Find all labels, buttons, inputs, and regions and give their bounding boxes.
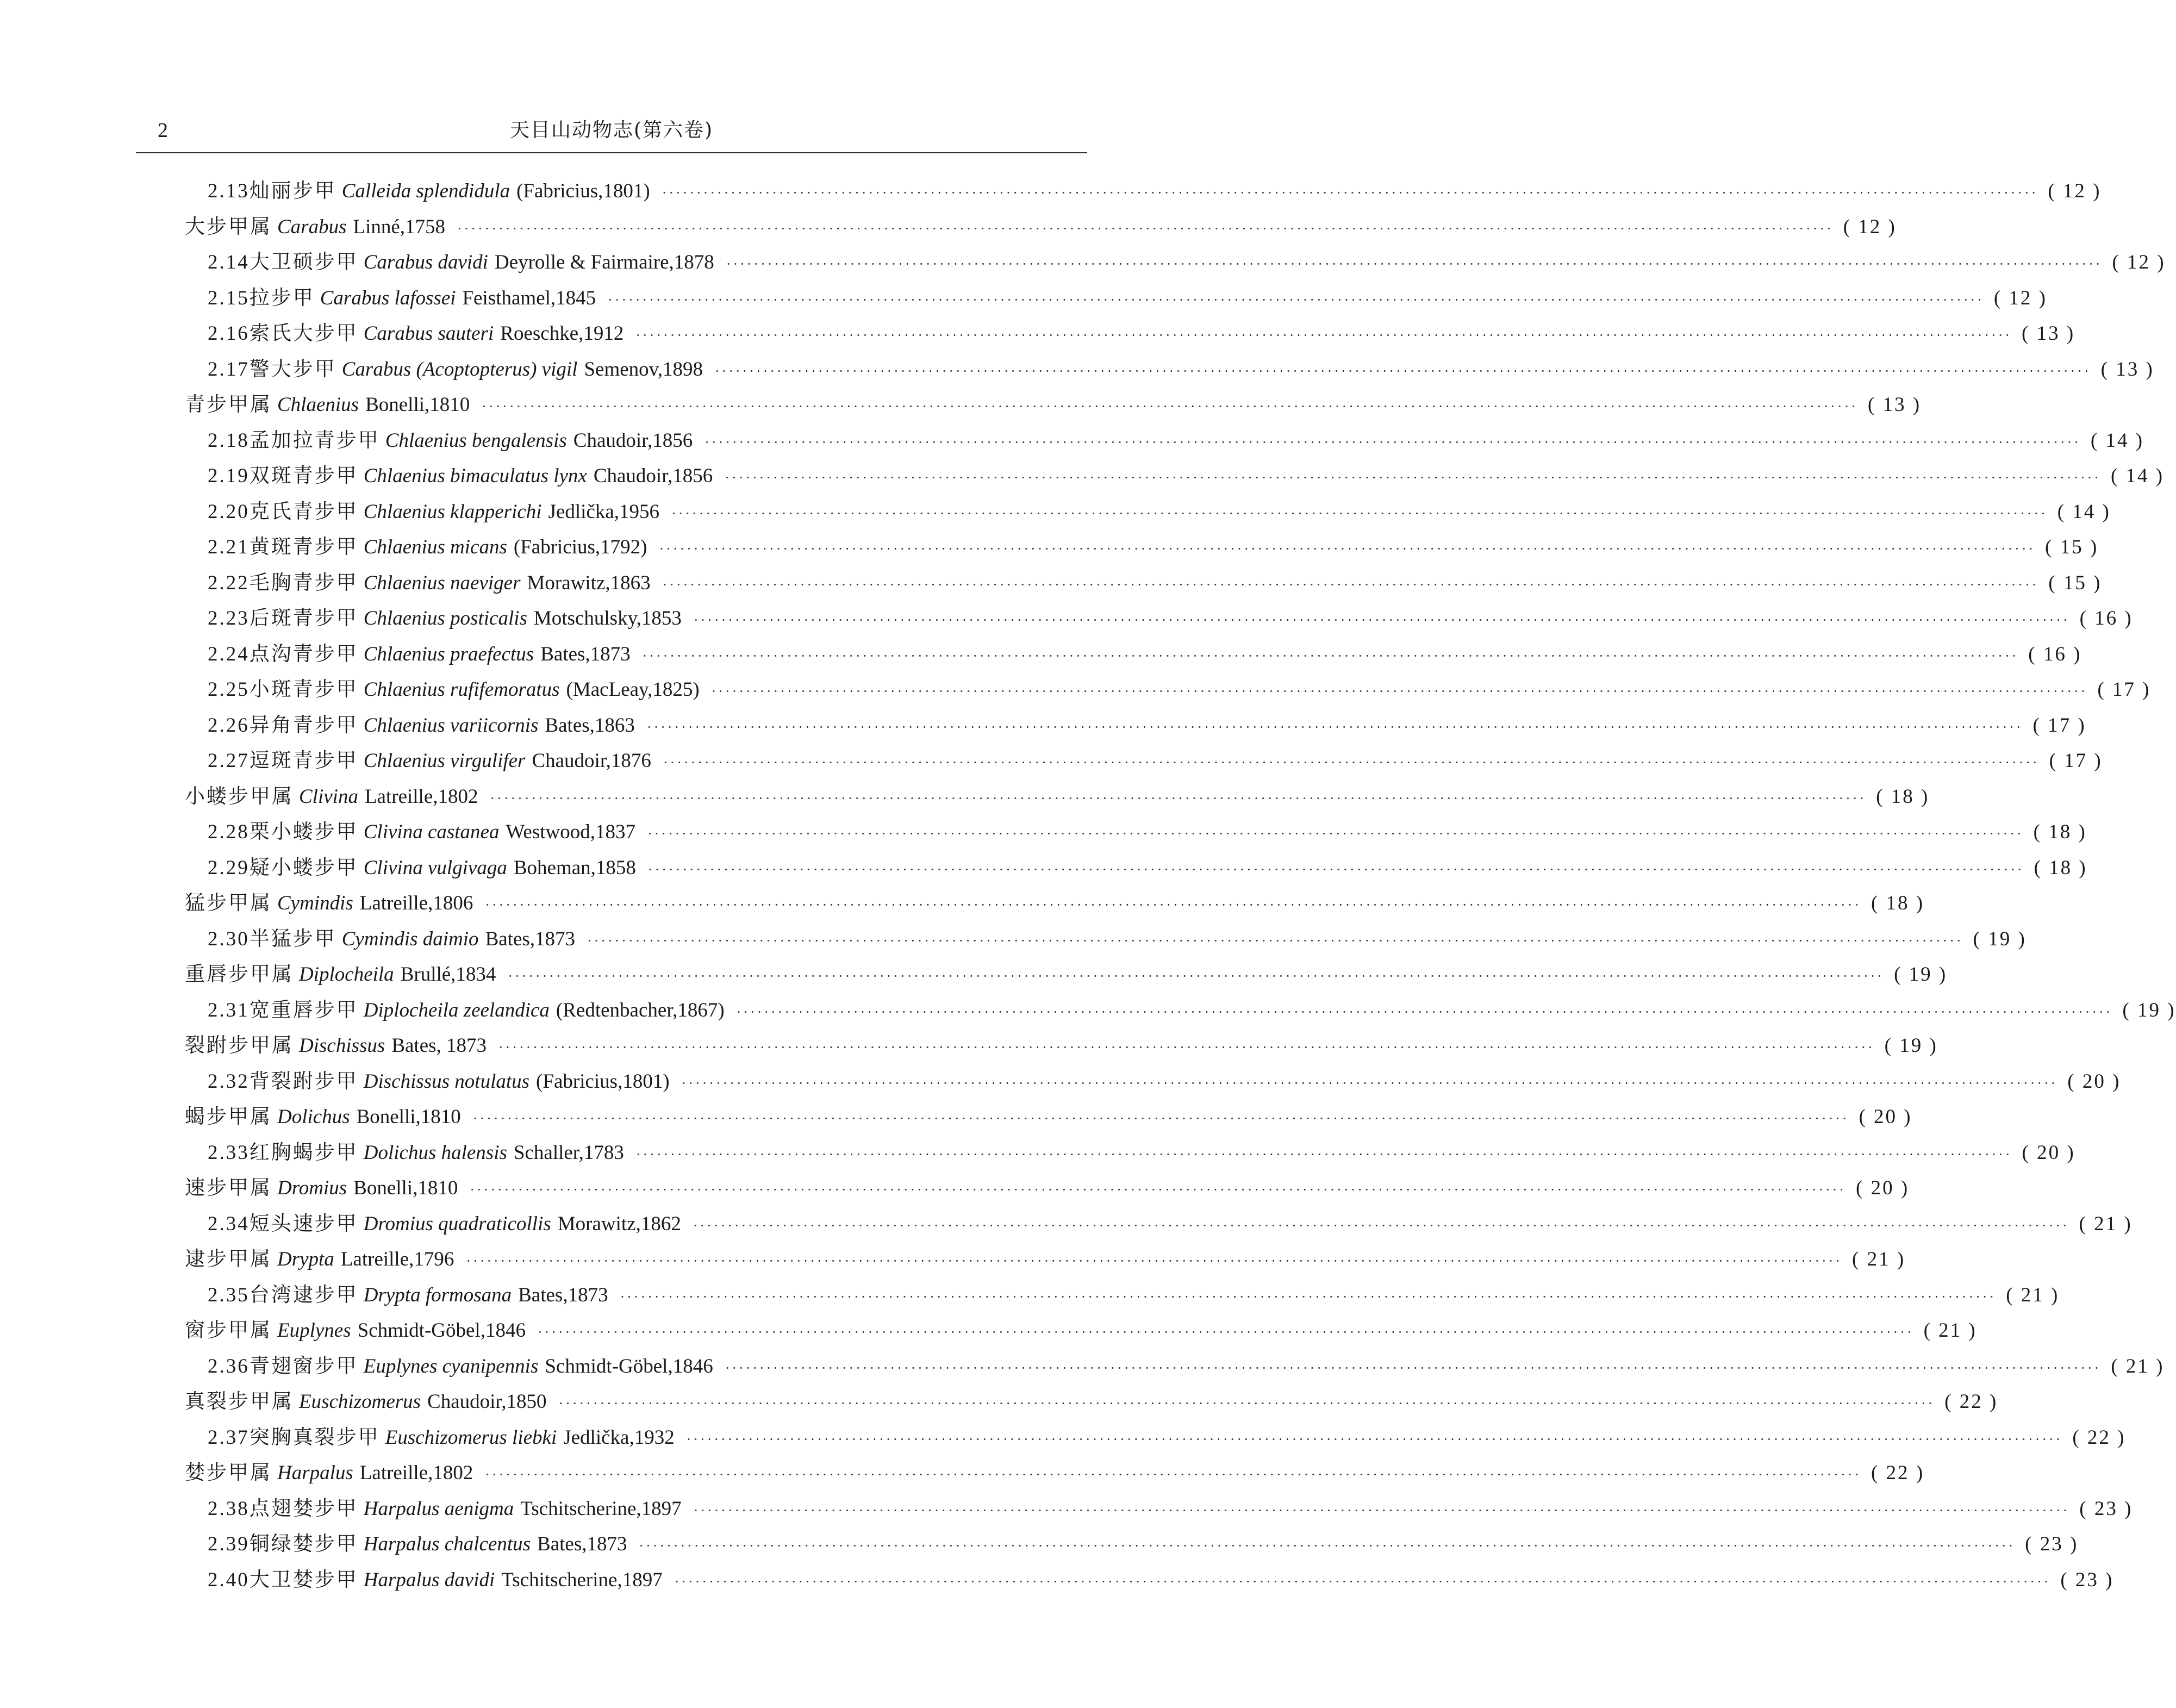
toc-genus-entry[interactable] [185, 1383, 1998, 1419]
entry-number: 2.36 [208, 1355, 250, 1377]
entry-number: 2.16 [208, 322, 250, 345]
page-reference: ( 21 ) [1923, 1319, 1977, 1342]
scientific-name: Dromius [277, 1177, 347, 1199]
scientific-name: Harpalus chalcentus [363, 1533, 531, 1555]
page-reference: ( 14 ) [2057, 500, 2111, 523]
running-header [136, 114, 1087, 153]
entry-number: 2.14 [208, 251, 250, 273]
scientific-name: Calleida splendidula [341, 180, 510, 202]
entry-number: 2.29 [208, 856, 250, 879]
scientific-name: Euplynes cyanipennis [363, 1355, 539, 1377]
toc-genus-entry[interactable] [185, 778, 1930, 814]
scientific-name: Carabus [277, 215, 347, 238]
scientific-name: Clivina vulgivaga [363, 856, 507, 879]
page-reference: ( 12 ) [1993, 286, 2047, 309]
page-number: 2 [158, 119, 168, 142]
dot-leader: ········································································································································································································ [482, 398, 1858, 414]
dot-leader: ········································································································································································································ [715, 363, 2091, 379]
entry-number: 2.18 [208, 429, 250, 452]
toc-species-entry[interactable] [185, 494, 2111, 529]
scientific-name: Euschizomerus [299, 1391, 421, 1413]
page-reference: ( 22 ) [1871, 1462, 1925, 1484]
dot-leader: ········································································································································································································ [647, 826, 2024, 841]
chinese-name: 点翅婪步甲 [249, 1496, 358, 1520]
dot-leader: ········································································································································································································ [647, 861, 2024, 877]
dot-leader: ········································································································································································································ [662, 576, 2039, 593]
toc-species-entry[interactable] [185, 743, 2103, 778]
dot-leader: ········································································································································································································ [659, 541, 2036, 557]
author-year: Bonelli,1810 [353, 1177, 458, 1199]
entry-number: 2.15 [208, 286, 250, 309]
page-reference: ( 19 ) [1973, 927, 2027, 950]
dot-leader: ········································································································································································································ [537, 1324, 1914, 1340]
dot-leader: ········································································································································································································ [674, 1573, 2051, 1589]
scientific-name: Harpalus davidi [363, 1568, 495, 1591]
scientific-name: Dolichus halensis [363, 1141, 507, 1164]
author-year: (Redtenbacher,1867) [556, 999, 725, 1021]
chinese-name: 警大步甲 [249, 357, 336, 381]
page-reference: ( 13 ) [2100, 358, 2154, 381]
dot-leader: ········································································································································································································ [508, 968, 1885, 984]
dot-leader: ········································································································································································································ [693, 612, 2070, 628]
chinese-name: 疑小蝼步甲 [249, 855, 358, 879]
toc-species-entry[interactable] [185, 351, 2154, 387]
toc-species-entry[interactable] [185, 280, 2047, 316]
toc-species-entry[interactable] [185, 921, 2027, 957]
scientific-name: Dischissus notulatus [363, 1070, 530, 1093]
author-year: Bates,1863 [545, 714, 635, 737]
page-reference: ( 13 ) [1867, 394, 1922, 416]
page-reference: ( 20 ) [2067, 1070, 2121, 1093]
chinese-name: 台湾逮步甲 [249, 1282, 358, 1306]
dot-leader: ········································································································································································································ [663, 755, 2040, 770]
toc-species-entry[interactable] [185, 1277, 2060, 1313]
page-reference: ( 13 ) [2022, 322, 2075, 345]
dot-leader: ········································································································································································································ [608, 291, 1984, 308]
toc-species-entry[interactable] [185, 671, 2151, 707]
entry-number: 2.21 [208, 536, 250, 558]
entry-number: 2.35 [208, 1283, 250, 1306]
scientific-name: Euschizomerus liebki [385, 1426, 557, 1449]
dot-leader: ········································································································································································································ [693, 1217, 2069, 1233]
dot-leader: ········································································································································································································ [693, 1502, 2070, 1518]
toc-species-entry[interactable] [185, 422, 2144, 458]
page-reference: ( 19 ) [2122, 999, 2176, 1021]
page-reference: ( 21 ) [2006, 1283, 2060, 1306]
author-year: Bates,1873 [540, 643, 631, 665]
chinese-name: 后斑青步甲 [249, 606, 358, 629]
toc-species-entry[interactable] [185, 1134, 2075, 1170]
page-reference: ( 14 ) [2090, 429, 2144, 452]
dot-leader: ········································································································································································································ [620, 1288, 1997, 1305]
author-year: Chaudoir,1856 [593, 465, 713, 487]
chinese-name: 半猛步甲 [249, 926, 336, 950]
dot-leader: ········································································································································································································ [466, 1253, 1843, 1269]
dot-leader: ········································································································································································································ [662, 185, 2038, 201]
author-year: Boheman,1858 [513, 856, 636, 879]
scientific-name: Chlaenius naeviger [363, 571, 521, 594]
page-reference: ( 23 ) [2025, 1533, 2079, 1555]
chinese-name: 小蝼步甲属 [185, 784, 294, 808]
dot-leader: ········································································································································································································ [711, 683, 2088, 699]
dot-leader: ········································································································································································································ [646, 719, 2023, 735]
scientific-name: Chlaenius posticalis [363, 607, 527, 629]
entry-number: 2.30 [208, 927, 250, 950]
chinese-name: 大卫婪步甲 [249, 1567, 358, 1591]
entry-number: 2.17 [208, 358, 250, 381]
page-reference: ( 17 ) [2032, 714, 2086, 737]
dot-leader: ········································································································································································································ [485, 897, 1861, 913]
chinese-name: 克氏青步甲 [249, 499, 358, 523]
author-year: Bonelli,1810 [365, 394, 470, 416]
toc-species-entry[interactable] [185, 1526, 2079, 1562]
scientific-name: Chlaenius [277, 394, 359, 416]
chinese-name: 婪步甲属 [185, 1461, 272, 1484]
toc-genus-entry[interactable] [185, 1027, 1938, 1063]
chinese-name: 青步甲属 [185, 392, 272, 416]
entry-number: 2.26 [208, 714, 250, 737]
page-reference: ( 19 ) [1884, 1034, 1938, 1057]
scientific-name: Dischissus [299, 1034, 385, 1057]
chinese-name: 宽重唇步甲 [249, 998, 358, 1021]
author-year: Deyrolle & Fairmaire,1878 [494, 251, 714, 273]
toc-species-entry[interactable] [185, 707, 2086, 743]
entry-number: 2.37 [208, 1426, 250, 1449]
scientific-name: Diplocheila zeelandica [363, 999, 550, 1021]
page-reference: ( 17 ) [2097, 678, 2151, 701]
author-year: Latreille,1796 [340, 1248, 454, 1270]
author-year: Jedlička,1932 [563, 1426, 675, 1449]
entry-number: 2.40 [208, 1568, 250, 1591]
table-of-contents [185, 173, 2176, 1597]
entry-number: 2.20 [208, 500, 250, 523]
author-year: Roeschke,1912 [500, 322, 624, 345]
scientific-name: Harpalus [277, 1462, 353, 1484]
author-year: Latreille,1802 [364, 785, 478, 808]
scientific-name: Chlaenius rufifemoratus [363, 678, 560, 701]
scientific-name: Cymindis daimio [341, 927, 479, 950]
author-year: (Fabricius,1792) [513, 536, 647, 558]
dot-leader: ········································································································································································································ [587, 932, 1963, 949]
author-year: Latreille,1802 [359, 1462, 473, 1484]
chinese-name: 猛步甲属 [185, 891, 272, 914]
entry-number: 2.33 [208, 1141, 250, 1164]
author-year: Brullé,1834 [400, 963, 496, 986]
chinese-name: 窗步甲属 [185, 1318, 272, 1342]
author-year: Bates, 1873 [391, 1034, 487, 1057]
dot-leader: ········································································································································································································ [725, 1360, 2102, 1376]
toc-species-entry[interactable] [185, 529, 2099, 565]
toc-genus-entry[interactable] [185, 1241, 1906, 1277]
toc-species-entry[interactable] [185, 636, 2082, 672]
toc-genus-entry[interactable] [185, 1455, 1925, 1491]
scientific-name: Carabus davidi [363, 251, 488, 273]
chinese-name: 小斑青步甲 [249, 677, 358, 701]
running-title: 天目山动物志(第六卷) [509, 119, 714, 141]
entry-number: 2.23 [208, 607, 250, 629]
chinese-name: 逮步甲属 [185, 1247, 272, 1270]
author-year: Semenov,1898 [584, 358, 703, 381]
chinese-name: 点沟青步甲 [249, 641, 358, 665]
dot-leader: ········································································································································································································ [485, 1467, 1862, 1482]
page-reference: ( 21 ) [2079, 1212, 2133, 1235]
entry-number: 2.39 [208, 1533, 250, 1555]
page-reference: ( 23 ) [2060, 1568, 2114, 1591]
page-reference: ( 15 ) [2045, 536, 2099, 558]
page-reference: ( 21 ) [2111, 1355, 2165, 1377]
entry-number: 2.32 [208, 1070, 250, 1093]
toc-species-entry[interactable] [185, 458, 2165, 494]
chinese-name: 裂跗步甲属 [185, 1033, 294, 1057]
author-year: Westwood,1837 [506, 821, 635, 843]
scientific-name: Dromius quadraticollis [363, 1212, 551, 1235]
dot-leader: ········································································································································································································ [490, 790, 1867, 806]
page-reference: ( 18 ) [1871, 892, 1925, 914]
chinese-name: 大步甲属 [185, 214, 272, 238]
scientific-name: Chlaenius micans [363, 536, 507, 558]
scientific-name: Dolichus [277, 1106, 350, 1128]
author-year: (Fabricius,1801) [516, 180, 650, 202]
chinese-name: 拉步甲 [249, 285, 315, 309]
entry-number: 2.19 [208, 465, 250, 487]
entry-number: 2.24 [208, 643, 250, 665]
scientific-name: Chlaenius variicornis [363, 714, 539, 737]
toc-species-entry[interactable] [185, 244, 2166, 280]
dot-leader: ········································································································································································································ [736, 1003, 2113, 1020]
toc-species-entry[interactable] [185, 315, 2075, 351]
dot-leader: ········································································································································································································ [686, 1431, 2063, 1447]
page-reference: ( 18 ) [2033, 821, 2087, 843]
author-year: Latreille,1806 [359, 892, 473, 914]
scientific-name: Euplynes [277, 1319, 351, 1342]
page-reference: ( 17 ) [2049, 750, 2103, 772]
author-year: Schmidt-Göbel,1846 [357, 1319, 526, 1342]
toc-species-entry[interactable] [185, 1491, 2133, 1526]
chinese-name: 异角青步甲 [249, 713, 358, 737]
dot-leader: ········································································································································································································ [470, 1182, 1846, 1198]
page-reference: ( 20 ) [2022, 1141, 2075, 1164]
chinese-name: 铜绿婪步甲 [249, 1532, 358, 1555]
author-year: Morawitz,1862 [557, 1212, 681, 1235]
chinese-name: 灿丽步甲 [249, 179, 336, 202]
toc-species-entry[interactable] [185, 992, 2176, 1028]
page-reference: ( 22 ) [1944, 1391, 1998, 1413]
dot-leader: ········································································································································································································ [725, 470, 2101, 485]
scientific-name: Cymindis [277, 892, 353, 914]
toc-species-entry[interactable] [185, 600, 2133, 636]
scientific-name: Diplocheila [299, 963, 394, 986]
entry-number: 2.28 [208, 821, 250, 843]
toc-genus-entry[interactable] [185, 1099, 1912, 1134]
page-reference: ( 16 ) [2079, 607, 2133, 629]
chinese-name: 黄斑青步甲 [249, 535, 358, 558]
page-reference: ( 23 ) [2079, 1497, 2133, 1520]
entry-number: 2.27 [208, 750, 250, 772]
toc-species-entry[interactable] [185, 1562, 2114, 1598]
entry-number: 2.25 [208, 678, 250, 701]
chinese-name: 索氏大步甲 [249, 321, 358, 345]
dot-leader: ········································································································································································································ [671, 505, 2048, 521]
toc-genus-entry[interactable] [185, 1170, 1910, 1206]
author-year: Schaller,1783 [513, 1141, 624, 1164]
page-reference: ( 20 ) [1859, 1106, 1912, 1128]
scientific-name: Chlaenius praefectus [363, 643, 534, 665]
dot-leader: ········································································································································································································ [639, 1538, 2016, 1554]
chinese-name: 背裂跗步甲 [249, 1069, 358, 1093]
dot-leader: ········································································································································································································ [681, 1075, 2058, 1091]
page-reference: ( 22 ) [2072, 1426, 2126, 1449]
scientific-name: Carabus sauteri [363, 322, 494, 345]
scientific-name: Chlaenius virgulifer [363, 750, 526, 772]
page-reference: ( 12 ) [2112, 251, 2166, 273]
toc-species-entry[interactable] [185, 1206, 2133, 1242]
toc-genus-entry[interactable] [185, 1312, 1977, 1348]
scientific-name: Carabus lafossei [320, 286, 456, 309]
author-year: Bates,1873 [537, 1533, 627, 1555]
toc-species-entry[interactable] [185, 814, 2087, 850]
author-year: Tschitscherine,1897 [501, 1568, 663, 1591]
author-year: Chaudoir,1856 [573, 429, 693, 452]
dot-leader: ········································································································································································································ [635, 327, 2012, 343]
scientific-name: Chlaenius klapperichi [363, 500, 542, 523]
toc-genus-entry[interactable] [185, 387, 1922, 422]
scientific-name: Chlaenius bengalensis [385, 429, 567, 452]
toc-species-entry[interactable] [185, 1063, 2121, 1099]
toc-species-entry[interactable] [185, 173, 2102, 209]
chinese-name: 双斑青步甲 [249, 464, 358, 487]
chinese-name: 毛胸青步甲 [249, 570, 358, 594]
toc-species-entry[interactable] [185, 565, 2102, 601]
chinese-name: 突胸真裂步甲 [249, 1425, 380, 1449]
page-reference: ( 15 ) [2048, 571, 2102, 594]
page-reference: ( 18 ) [2034, 856, 2087, 879]
scientific-name: Clivina [299, 785, 358, 808]
chinese-name: 速步甲属 [185, 1176, 272, 1199]
dot-leader: ········································································································································································································ [457, 220, 1834, 236]
author-year: Bates,1873 [485, 927, 576, 950]
toc-species-entry[interactable] [185, 1419, 2126, 1455]
author-year: (Fabricius,1801) [536, 1070, 670, 1093]
author-year: (MacLeay,1825) [566, 678, 700, 701]
scientific-name: Drypta [277, 1248, 334, 1270]
author-year: Morawitz,1863 [527, 571, 651, 594]
dot-leader: ········································································································································································································ [558, 1395, 1935, 1411]
scientific-name: Carabus (Acoptopterus) vigil [341, 358, 578, 381]
toc-genus-entry[interactable] [185, 885, 1925, 921]
author-year: Linné,1758 [353, 215, 446, 238]
dot-leader: ········································································································································································································ [726, 256, 2103, 272]
chinese-name: 孟加拉青步甲 [249, 428, 380, 452]
scientific-name: Clivina castanea [363, 821, 500, 843]
dot-leader: ········································································································································································································ [635, 1146, 2012, 1162]
chinese-name: 重唇步甲属 [185, 962, 294, 986]
chinese-name: 栗小蝼步甲 [249, 820, 358, 843]
chinese-name: 蝎步甲属 [185, 1105, 272, 1128]
toc-genus-entry[interactable] [185, 209, 1897, 245]
scientific-name: Chlaenius bimaculatus lynx [363, 465, 587, 487]
entry-number: 2.22 [208, 571, 250, 594]
dot-leader: ········································································································································································································ [642, 647, 2019, 664]
scientific-name: Harpalus aenigma [363, 1497, 514, 1520]
chinese-name: 青翅窗步甲 [249, 1354, 358, 1377]
page-reference: ( 21 ) [1852, 1248, 1906, 1270]
toc-species-entry[interactable] [185, 1348, 2165, 1384]
dot-leader: ········································································································································································································ [704, 434, 2081, 450]
page-reference: ( 12 ) [2048, 180, 2102, 202]
author-year: Tschitscherine,1897 [520, 1497, 682, 1520]
scientific-name: Drypta formosana [363, 1283, 512, 1306]
author-year: Schmidt-Göbel,1846 [545, 1355, 713, 1377]
author-year: Chaudoir,1876 [532, 750, 651, 772]
page-reference: ( 14 ) [2110, 465, 2165, 487]
page-reference: ( 18 ) [1876, 785, 1930, 808]
chinese-name: 真裂步甲属 [185, 1389, 294, 1413]
author-year: Bonelli,1810 [356, 1106, 461, 1128]
entry-number: 2.31 [208, 999, 250, 1021]
author-year: Jedlička,1956 [548, 500, 660, 523]
author-year: Chaudoir,1850 [427, 1391, 547, 1413]
dot-leader: ········································································································································································································ [498, 1039, 1875, 1055]
entry-number: 2.13 [208, 180, 250, 202]
author-year: Feisthamel,1845 [462, 286, 596, 309]
page-reference: ( 19 ) [1894, 963, 1948, 986]
dot-leader: ········································································································································································································ [472, 1111, 1849, 1126]
toc-species-entry[interactable] [185, 850, 2087, 886]
page-reference: ( 20 ) [1856, 1177, 1910, 1199]
chinese-name: 短头速步甲 [249, 1211, 358, 1235]
page-reference: ( 12 ) [1843, 215, 1897, 238]
chinese-name: 大卫硕步甲 [249, 250, 358, 273]
author-year: Motschulsky,1853 [533, 607, 682, 629]
entry-number: 2.34 [208, 1212, 250, 1235]
author-year: Bates,1873 [518, 1283, 608, 1306]
page-reference: ( 16 ) [2028, 643, 2082, 665]
entry-number: 2.38 [208, 1497, 250, 1520]
chinese-name: 逗斑青步甲 [249, 749, 358, 772]
toc-genus-entry[interactable] [185, 956, 1948, 992]
chinese-name: 红胸蝎步甲 [249, 1140, 358, 1164]
